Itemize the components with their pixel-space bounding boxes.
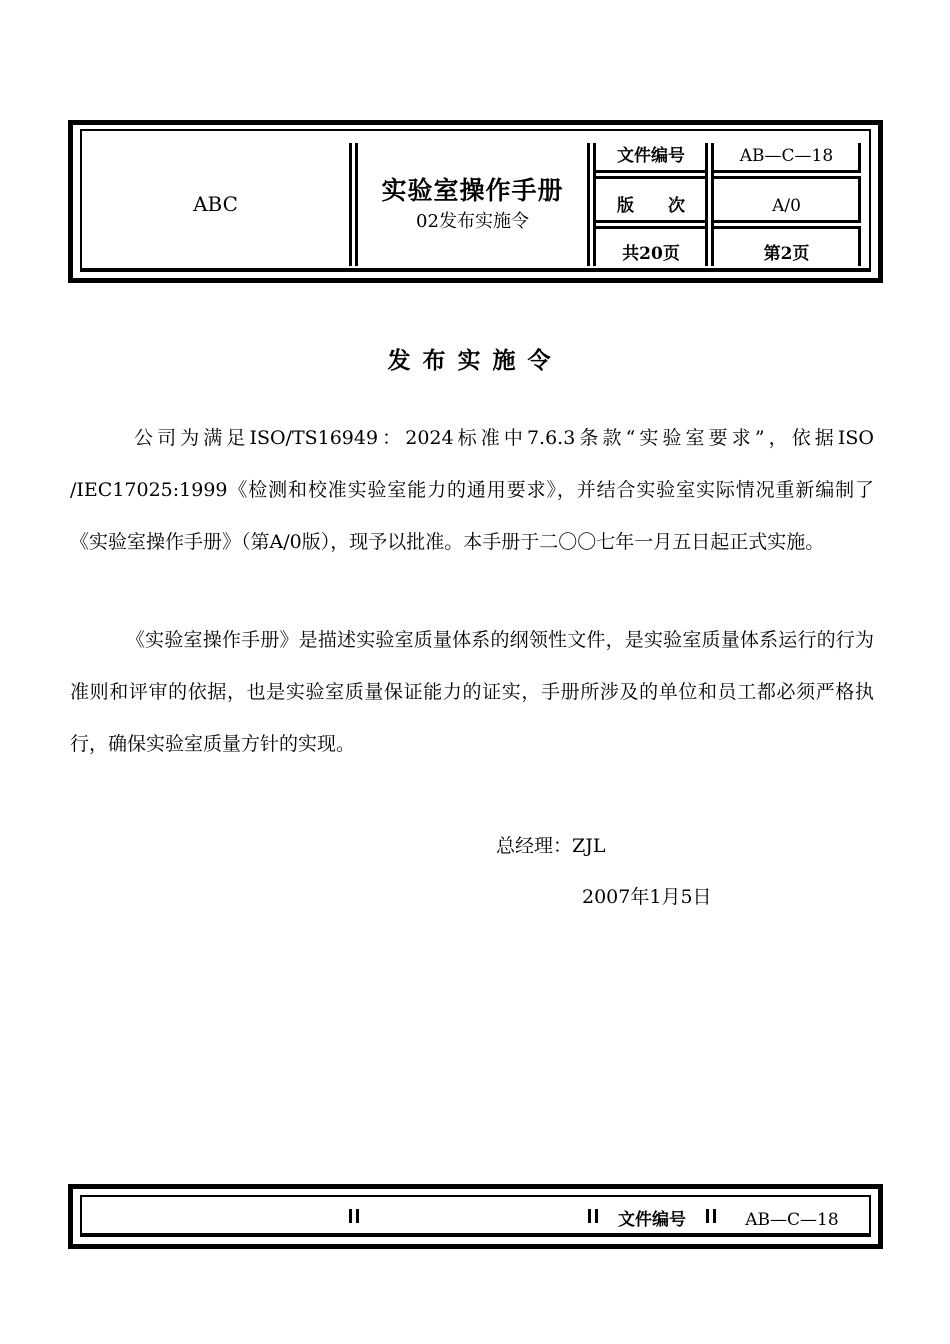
paragraph-approval: 公司为满足ISO/TS16949：2024标准中7.6.3条款“实验室要求”，依据ISO /IEC17025:1999《检测和校准实验室能力的通用要求》，并结合实验室实际情况重新编制了《实验室操作手册》（第A/0版），现予以批准。本手册于二〇〇七年一月五日起正式实施。 [70, 427, 874, 553]
signature-date: 2007年1月5日 [582, 886, 712, 908]
company-name: ABC [193, 192, 238, 216]
signer: 总经理：ZJL [496, 835, 606, 857]
version-label: 版 次 [617, 196, 685, 216]
doc-no-value: AB—C—18 [739, 146, 834, 166]
doc-no-label: 文件编号 [617, 146, 685, 166]
header-table [0, 0, 950, 300]
footer-doc-no-value: AB—C—18 [745, 1210, 839, 1230]
current-page: 第2页 [763, 244, 810, 264]
total-pages: 共20页 [622, 244, 680, 264]
footer-doc-no-label: 文件编号 [618, 1210, 686, 1230]
paragraph-description: 《实验室操作手册》是描述实验室质量体系的纲领性文件，是实验室质量体系运行的行为准则和评审的依据，也是实验室质量保证能力的证实，手册所涉及的单位和员工都必须严格执行，确保实验室质量方针的实现。 [70, 629, 874, 755]
manual-title: 实验室操作手册 [381, 176, 564, 205]
section-title: 02发布实施令 [416, 211, 529, 232]
version-value: A/0 [772, 196, 801, 216]
document-title: 发布实施令 [387, 347, 563, 374]
